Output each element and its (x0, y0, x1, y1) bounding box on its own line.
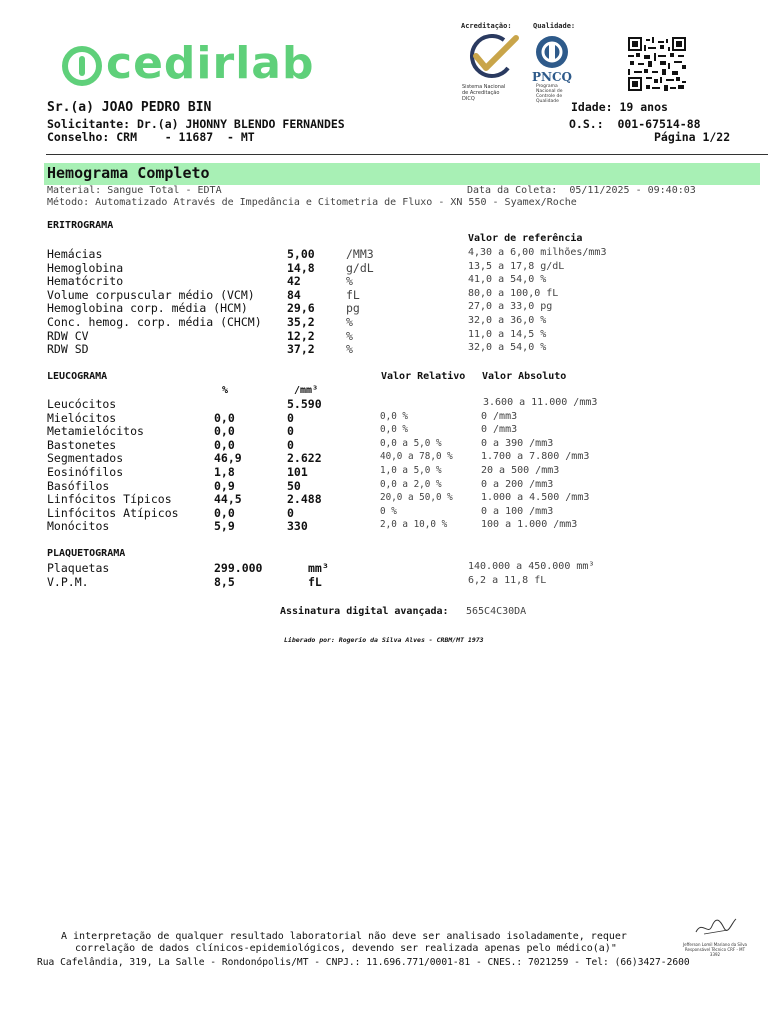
signature-label: Assinatura digital avançada: (280, 606, 449, 617)
technician-info: Jefferson Lomil Mariano da Silva Responsável Técnico CRF - MT 3392 (682, 942, 748, 957)
eritro-reference: 13,5 a 17,8 g/dL (468, 260, 565, 272)
exam-title: Hemograma Completo (47, 164, 210, 182)
leuco-percent: 0,9 (214, 478, 235, 493)
leuco-absolute-ref: 1.000 a 4.500 /mm3 (481, 492, 590, 504)
leuco-absolute: 0 (287, 505, 294, 520)
council: Conselho: CRM - 11687 - MT (47, 130, 255, 144)
leuco-absolute: 2.622 (287, 451, 322, 466)
collection-date: Data da Coleta: 05/11/2025 - 09:40:03 (467, 185, 696, 196)
leuco-relative-ref: 20,0 a 50,0 % (380, 492, 453, 504)
leuco-absolute: 0 (287, 437, 294, 452)
leuco-name: Basófilos (47, 478, 110, 493)
mm3-header: /mm³ (294, 385, 319, 396)
eritro-unit: /MM3 (346, 247, 374, 261)
leuco-relative-ref: 0,0 a 5,0 % (380, 437, 442, 449)
eritro-name: Volume corpuscular médio (VCM) (47, 287, 255, 302)
leuco-relative-ref: 1,0 a 5,0 % (380, 465, 442, 476)
leuco-relative-ref: 0,0 a 2,0 % (380, 478, 442, 490)
leuco-relative-ref: 40,0 a 78,0 % (380, 451, 453, 463)
plaq-reference: 6,2 a 11,8 fL (468, 574, 547, 586)
eritro-name: Hematócrito (47, 274, 124, 289)
plaq-value: 8,5 (214, 574, 235, 589)
leuco-absolute: 0 (287, 424, 294, 439)
footer-address: Rua Cafelândia, 319, La Salle - Rondonópolis/MT - CNPJ.: 11.696.771/0001-81 - CNES.: 7021259 - Tel: (66)3427-2600 (37, 957, 690, 968)
leuco-absolute-ref: 20 a 500 /mm3 (481, 465, 560, 476)
plaq-name: Plaquetas (47, 561, 110, 575)
eritro-name: Conc. hemog. corp. média (CHCM) (47, 315, 262, 329)
leuco-absolute-ref: 0 /mm3 (481, 424, 518, 436)
leuco-relative-ref: 2,0 a 10,0 % (380, 519, 448, 531)
leuco-percent: 1,8 (214, 465, 235, 479)
eritro-reference: 32,0 a 36,0 % (468, 315, 547, 326)
eritro-unit: pg (346, 301, 360, 316)
plaquetograma-title: PLAQUETOGRAMA (47, 548, 126, 559)
eritro-unit: fL (346, 287, 360, 302)
percent-header: % (222, 385, 229, 396)
leuco-name: Linfócitos Típicos (47, 492, 172, 507)
eritro-reference: 4,30 a 6,00 milhões/mm3 (468, 247, 607, 258)
order-number: O.S.: 001-67514-88 (569, 117, 701, 131)
eritro-value: 37,2 (287, 342, 315, 357)
leuco-absolute-ref: 0 a 390 /mm3 (481, 437, 554, 449)
eritro-value: 14,8 (287, 260, 315, 275)
leuco-name: Eosinófilos (47, 465, 124, 479)
eritro-reference: 80,0 a 100,0 fL (468, 287, 559, 299)
leucograma-title: LEUCOGRAMA (47, 371, 108, 382)
leuco-absolute-ref: 1.700 a 7.800 /mm3 (481, 451, 590, 463)
leuco-name: Linfócitos Atípicos (47, 505, 179, 520)
eritro-reference: 11,0 a 14,5 % (468, 328, 547, 340)
patient-age: Idade: 19 anos (571, 100, 668, 114)
leuco-percent: 0,0 (214, 424, 235, 439)
pncq-seal (532, 34, 598, 104)
quality-label: Qualidade: (533, 22, 576, 30)
reference-header: Valor de referência (468, 233, 583, 244)
page-number: Página 1/22 (654, 130, 731, 144)
plaq-unit: mm³ (308, 561, 329, 575)
leuco-percent: 0,0 (214, 410, 235, 425)
eritro-unit: % (346, 274, 353, 289)
footer-line-2: correlação de dados clínicos-epidemiológicos, devendo ser realizada apenas pelo médico(a)" (75, 943, 617, 954)
eritro-reference: 41,0 a 54,0 % (468, 274, 547, 286)
eritro-value: 12,2 (287, 328, 315, 343)
eritro-reference: 32,0 a 54,0 % (468, 342, 547, 354)
released-by: Liberado por: Rogerio da Silva Alves - CRBM/MT 1973 (284, 636, 484, 644)
eritro-name: RDW SD (47, 342, 89, 357)
leuco-name: Leucócitos (47, 397, 117, 411)
eritro-unit: % (346, 342, 353, 357)
leuco-percent: 46,9 (214, 451, 242, 466)
signature-code: 565C4C30DA (466, 606, 527, 617)
eritro-value: 42 (287, 274, 301, 289)
eritro-name: RDW CV (47, 328, 89, 343)
qr-code (628, 37, 686, 91)
eritro-name: Hemoglobina corp. média (HCM) (47, 301, 248, 316)
pncq-org: Programa Nacional de Controle de Qualidade (536, 84, 563, 104)
leuco-absolute: 101 (287, 465, 308, 479)
leuco-absolute-ref: 0 a 100 /mm3 (481, 505, 554, 517)
leuco-name: Segmentados (47, 451, 124, 466)
pncq-icon (532, 34, 572, 74)
leuco-absolute: 2.488 (287, 492, 322, 507)
patient-name: Sr.(a) JOAO PEDRO BIN (47, 100, 212, 115)
accreditation-check-icon (462, 34, 522, 80)
qr-code-icon (628, 37, 686, 91)
leuco-percent: 5,9 (214, 519, 235, 534)
material: Material: Sangue Total - EDTA (47, 185, 222, 196)
pncq-name: PNCQ (532, 70, 572, 84)
leuco-name: Mielócitos (47, 410, 117, 425)
eritro-unit: % (346, 328, 353, 343)
leuco-absolute: 0 (287, 410, 294, 425)
cedirlab-logo-icon (60, 44, 104, 88)
absolute-header: Valor Absoluto (482, 371, 567, 382)
header-divider (46, 154, 768, 155)
plaq-reference: 140.000 a 450.000 mm³ (468, 561, 595, 572)
technician-signature (682, 916, 748, 957)
leuco-name: Monócitos (47, 519, 110, 534)
footer-line-1: A interpretação de qualquer resultado laboratorial não deve ser analisado isoladamente, requer (61, 931, 627, 942)
relative-header: Valor Relativo (381, 371, 466, 382)
accreditation-org: Sistema Nacional de Acreditação DICQ (462, 84, 506, 102)
leuco-relative-ref: 0,0 % (380, 410, 408, 422)
eritro-value: 5,00 (287, 247, 315, 261)
method: Método: Automatizado Através de Impedância e Citometria de Fluxo - XN 550 - Syamex/Roche (47, 197, 577, 208)
leuco-absolute-ref: 100 a 1.000 /mm3 (481, 519, 578, 531)
leuco-absolute: 5.590 (287, 397, 322, 411)
leuco-percent: 44,5 (214, 492, 242, 507)
eritro-reference: 27,0 a 33,0 pg (468, 301, 553, 313)
leuco-percent: 0,0 (214, 437, 235, 452)
eritro-value: 35,2 (287, 315, 315, 329)
leuco-absolute: 50 (287, 478, 301, 493)
eritro-value: 84 (287, 287, 301, 302)
plaq-value: 299.000 (214, 561, 263, 575)
brand-name: cedirlab (106, 38, 315, 89)
leuco-absolute-ref: 0 /mm3 (481, 410, 518, 422)
eritro-unit: % (346, 315, 353, 329)
requester: Solicitante: Dr.(a) JHONNY BLENDO FERNANDES (47, 117, 345, 131)
leuco-absolute: 330 (287, 519, 308, 534)
leuco-relative-ref: 0 % (380, 505, 397, 517)
leuco-absolute-ref: 0 a 200 /mm3 (481, 478, 554, 490)
leuco-name: Metamielócitos (47, 424, 144, 439)
eritro-value: 29,6 (287, 301, 315, 316)
leuco-relative-ref: 0,0 % (380, 424, 408, 436)
eritro-name: Hemácias (47, 247, 103, 261)
leuco-absolute-ref: 3.600 a 11.000 /mm3 (483, 397, 598, 408)
plaq-unit: fL (308, 574, 322, 589)
eritrograma-title: ERITROGRAMA (47, 220, 114, 231)
accreditation-label: Acreditação: (461, 22, 512, 30)
dicq-seal (462, 34, 524, 102)
leuco-percent: 0,0 (214, 505, 235, 520)
signature-scribble-icon (694, 916, 738, 938)
leuco-name: Bastonetes (47, 437, 117, 452)
plaq-name: V.P.M. (47, 574, 89, 589)
eritro-unit: g/dL (346, 260, 374, 275)
eritro-name: Hemoglobina (47, 260, 124, 275)
